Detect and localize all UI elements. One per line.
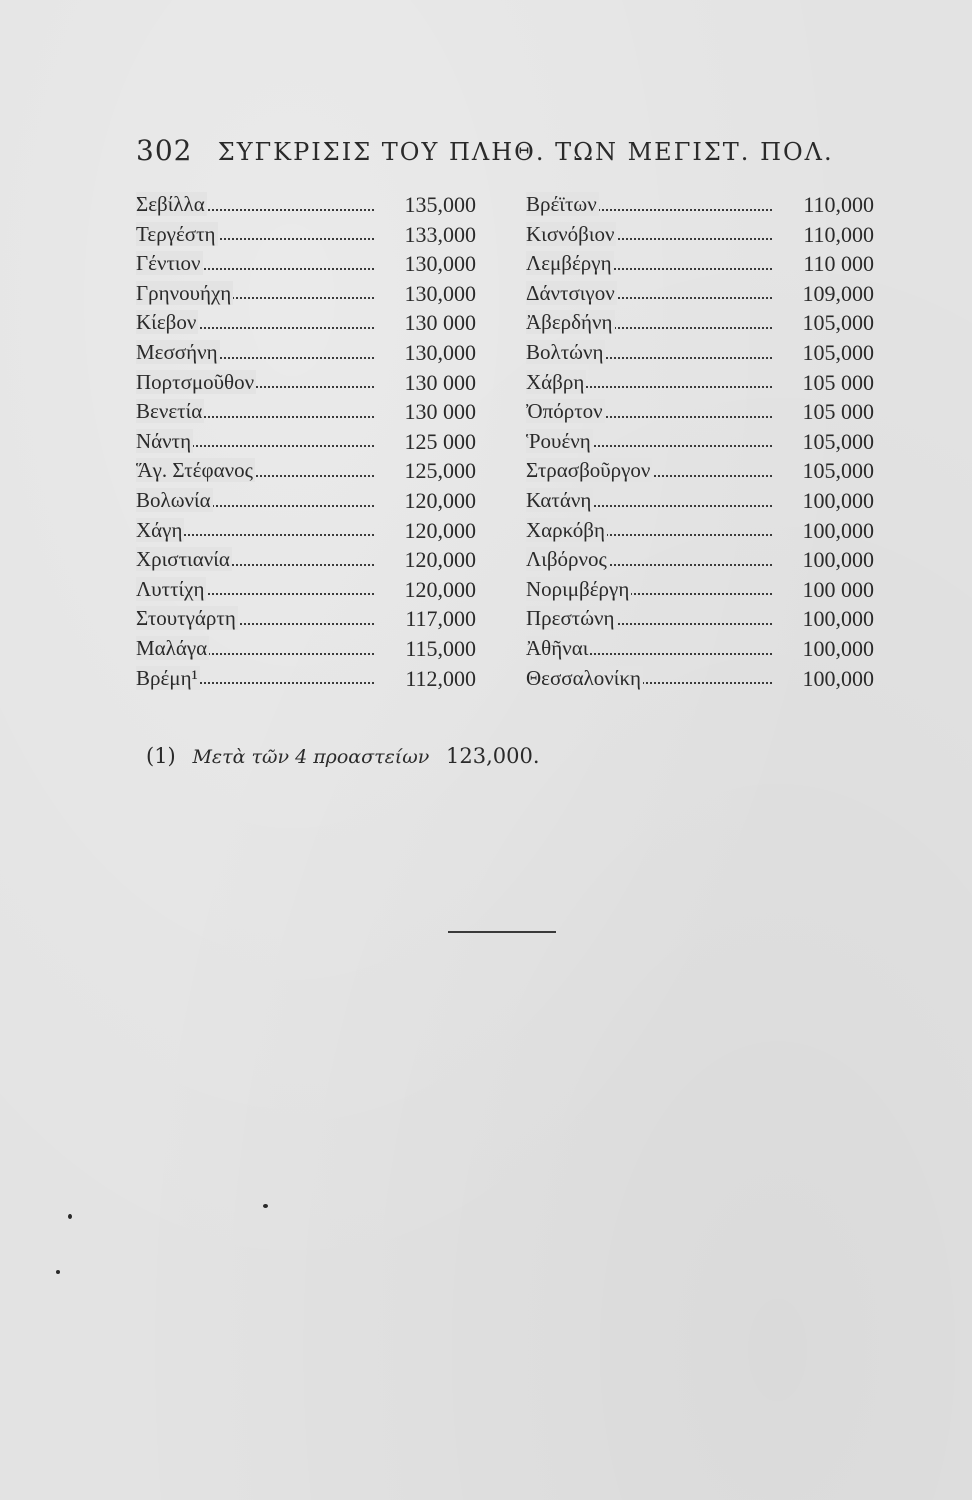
table-row — [526, 604, 874, 634]
table-row — [136, 575, 476, 605]
city-name: Λυττίχη — [136, 576, 205, 601]
running-title: ΣΥΓΚΡΙΣΙΣ ΤΟΥ ΠΛΗΘ. ΤΩΝ ΜΕΓΙΣΤ. ΠΟΛ. — [217, 138, 834, 166]
city-name: Νοριμβέργη — [526, 576, 630, 601]
population-column-left — [136, 190, 476, 693]
population-value: 120,000 — [404, 487, 476, 513]
population-value: 125,000 — [404, 458, 476, 484]
population-value: 100,000 — [802, 547, 874, 573]
table-row — [136, 190, 476, 220]
population-value: 112,000 — [405, 665, 476, 691]
table-row — [136, 220, 476, 250]
footnote — [146, 744, 540, 768]
table-row — [526, 338, 874, 368]
table-row — [136, 545, 476, 575]
table-row — [136, 308, 476, 338]
population-value: 130 000 — [404, 369, 476, 395]
table-row — [136, 604, 476, 634]
city-name: Μεσσήνη — [136, 339, 218, 364]
city-name: Ῥουένη — [526, 428, 591, 453]
population-value: 130 000 — [404, 310, 476, 336]
population-value: 110 000 — [803, 251, 874, 277]
population-value: 105 000 — [802, 399, 874, 425]
city-name: Χριστιανία — [136, 547, 230, 572]
population-value: 100,000 — [802, 665, 874, 691]
footnote-text: Μετὰ τῶν 4 προαστείων — [192, 746, 430, 768]
population-column-right — [526, 190, 874, 693]
table-row — [526, 575, 874, 605]
city-name: Κατάνη — [526, 487, 592, 512]
population-value: 117,000 — [405, 606, 476, 632]
ink-speck — [263, 1204, 268, 1208]
population-value: 120,000 — [404, 517, 476, 543]
footnote-value: 123,000. — [445, 744, 540, 768]
table-row — [136, 279, 476, 309]
population-value: 135,000 — [404, 192, 476, 217]
table-row — [526, 427, 874, 457]
population-value: 100,000 — [802, 517, 874, 543]
table-row — [526, 249, 874, 279]
population-value: 120,000 — [404, 576, 476, 602]
population-value: 110,000 — [803, 221, 874, 247]
city-name: Χαρκόβη — [526, 517, 605, 542]
table-row — [136, 427, 476, 457]
city-name: Βολτώνη — [526, 339, 604, 364]
table-row — [526, 279, 874, 309]
table-row — [526, 516, 874, 546]
city-name: Χάβρη — [526, 369, 585, 394]
ink-speck — [56, 1270, 60, 1274]
population-value: 105,000 — [802, 458, 874, 484]
population-value: 115,000 — [405, 635, 476, 661]
table-row — [526, 190, 874, 220]
table-row — [136, 338, 476, 368]
table-row — [526, 308, 874, 338]
city-name: Μαλάγα — [136, 635, 208, 660]
table-row — [526, 664, 874, 694]
city-name: Πορτσμοῦθον — [136, 369, 255, 394]
footnote-mark: (1) — [146, 744, 176, 768]
table-row — [136, 634, 476, 664]
city-name: Στρασβοῦργον — [526, 458, 651, 483]
table-row — [136, 249, 476, 279]
population-value: 100,000 — [802, 635, 874, 661]
city-name: Θεσσαλονίκη — [526, 665, 642, 690]
population-value: 109,000 — [802, 280, 874, 306]
table-row — [526, 368, 874, 398]
table-row — [526, 486, 874, 516]
city-name: Βρέϊτων — [526, 192, 597, 216]
population-value: 105,000 — [802, 310, 874, 336]
table-row — [526, 634, 874, 664]
city-name: Ἅγ. Στέφανος — [136, 458, 253, 483]
table-row — [526, 220, 874, 250]
city-name: Λεμβέργη — [526, 251, 612, 276]
table-row — [136, 516, 476, 546]
table-row — [526, 456, 874, 486]
population-value: 125 000 — [404, 428, 476, 454]
table-row — [136, 368, 476, 398]
table-row — [136, 664, 476, 694]
city-name: Ὀπόρτον — [526, 399, 603, 424]
city-name: Γέντιον — [136, 251, 201, 276]
city-name: Γρηνουήχη — [136, 280, 232, 305]
city-name: Χάγη — [136, 517, 183, 542]
population-value: 100,000 — [802, 606, 874, 632]
city-name: Τεργέστη — [136, 221, 216, 246]
city-name: Κίεβον — [136, 310, 197, 335]
city-name: Σεβίλλα — [136, 192, 205, 216]
table-row — [136, 456, 476, 486]
city-name: Βολωνία — [136, 487, 211, 512]
table-row — [136, 486, 476, 516]
population-value: 130,000 — [404, 339, 476, 365]
population-value: 100 000 — [802, 576, 874, 602]
city-name: Βενετία — [136, 399, 203, 424]
table-row — [526, 545, 874, 575]
table-row — [136, 397, 476, 427]
ink-speck — [68, 1214, 72, 1219]
city-name: Στουτγάρτη — [136, 606, 236, 631]
table-row — [526, 397, 874, 427]
page-header — [136, 134, 856, 167]
city-name: Πρεστώνη — [526, 606, 615, 631]
population-value: 133,000 — [404, 221, 476, 247]
population-value: 110,000 — [803, 192, 874, 217]
population-value: 105,000 — [802, 428, 874, 454]
population-value: 100,000 — [802, 487, 874, 513]
population-value: 105 000 — [802, 369, 874, 395]
city-name: Δάντσιγον — [526, 280, 615, 305]
city-name: Νάντη — [136, 428, 192, 453]
population-value: 105,000 — [802, 339, 874, 365]
city-name: Ἀβερδήνη — [526, 310, 613, 335]
population-value: 130 000 — [404, 399, 476, 425]
city-name: Λιβόρνος — [526, 547, 607, 572]
city-name: Βρέμη¹ — [136, 665, 198, 690]
population-value: 130,000 — [404, 280, 476, 306]
city-name: Κισνόβιον — [526, 221, 615, 246]
population-value: 120,000 — [404, 547, 476, 573]
population-value: 130,000 — [404, 251, 476, 277]
city-name: Ἀθῆναι — [526, 635, 589, 660]
page-number: 302 — [136, 134, 193, 167]
horizontal-rule — [448, 931, 556, 933]
